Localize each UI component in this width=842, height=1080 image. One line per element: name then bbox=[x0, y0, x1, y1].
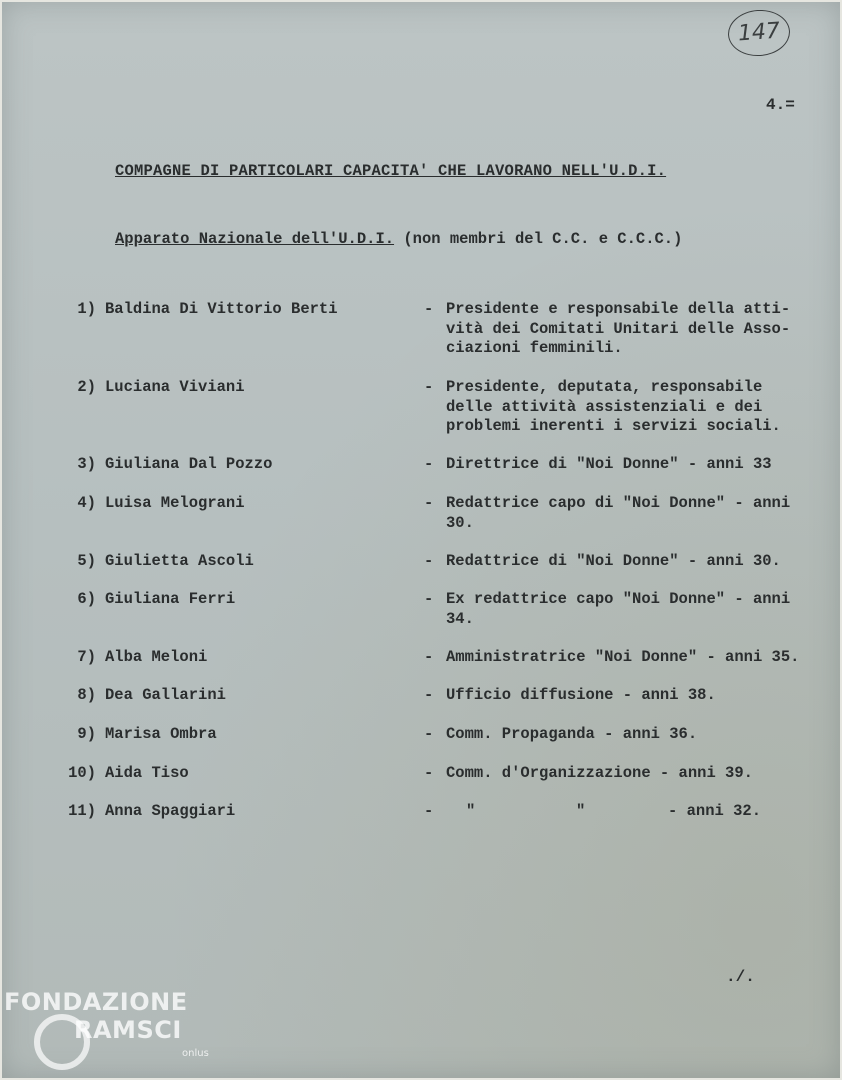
item-number: 1) bbox=[77, 300, 96, 318]
subheading-note: (non membri del C.C. e C.C.C.) bbox=[403, 230, 683, 248]
item-dash: - bbox=[424, 300, 434, 318]
item-dash: - bbox=[424, 590, 434, 608]
item-name: Giuliana Ferri bbox=[105, 590, 236, 608]
item-role: Presidente, deputata, responsabile delle attività assistenziali e dei problemi inerenti i servizi sociali. bbox=[446, 378, 781, 435]
item-dash: - bbox=[424, 552, 434, 570]
item-dash: - bbox=[424, 725, 434, 743]
subheading-underlined: Apparato Nazionale dell'U.D.I. bbox=[115, 230, 395, 248]
item-number: 3) bbox=[77, 455, 96, 473]
item-dash: - bbox=[424, 802, 434, 820]
archive-watermark bbox=[4, 988, 214, 1074]
item-dash: - bbox=[424, 686, 434, 704]
item-role: Redattrice capo di "Noi Donne" - anni 30. bbox=[446, 494, 791, 532]
item-role: Redattrice di "Noi Donne" - anni 30. bbox=[446, 552, 781, 570]
section-subheading bbox=[115, 230, 682, 248]
item-role: Amministratrice "Noi Donne" - anni 35. bbox=[446, 648, 800, 666]
item-number: 6) bbox=[77, 590, 96, 608]
item-age: - anni 32. bbox=[668, 802, 762, 820]
item-role: Comm. d'Organizzazione - anni 39. bbox=[446, 764, 753, 782]
item-name: Aida Tiso bbox=[105, 764, 189, 782]
item-role: Ufficio diffusione - anni 38. bbox=[446, 686, 716, 704]
item-number: 5) bbox=[77, 552, 96, 570]
item-number: 9) bbox=[77, 725, 96, 743]
item-name: Giuliana Dal Pozzo bbox=[105, 455, 273, 473]
item-number: 8) bbox=[77, 686, 96, 704]
item-name: Anna Spaggiari bbox=[105, 802, 236, 820]
archive-page-number: 147 bbox=[726, 8, 791, 58]
item-role: Comm. Propaganda - anni 36. bbox=[446, 725, 698, 743]
watermark-line2: RAMSCI bbox=[74, 1016, 182, 1044]
item-dash: - bbox=[424, 764, 434, 782]
page-number: 4.= bbox=[766, 96, 795, 114]
item-dash: - bbox=[424, 494, 434, 512]
item-role: Direttrice di "Noi Donne" - anni 33 bbox=[446, 455, 772, 473]
item-dash: - bbox=[424, 455, 434, 473]
item-name: Marisa Ombra bbox=[105, 725, 217, 743]
item-role: Ex redattrice capo "Noi Donne" - anni 34. bbox=[446, 590, 791, 628]
ditto-mark: " bbox=[576, 802, 586, 820]
item-name: Giulietta Ascoli bbox=[105, 552, 254, 570]
item-number: 2) bbox=[77, 378, 96, 396]
item-dash: - bbox=[424, 648, 434, 666]
item-role: Presidente e responsabile della atti- vità dei Comitati Unitari delle Asso- ciazioni femminili. bbox=[446, 300, 791, 357]
item-number: 11) bbox=[68, 802, 96, 820]
document-heading: COMPAGNE DI PARTICOLARI CAPACITA' CHE LAVORANO NELL'U.D.I. bbox=[115, 162, 667, 180]
item-name: Alba Meloni bbox=[105, 648, 208, 666]
item-number: 10) bbox=[68, 764, 96, 782]
item-number: 4) bbox=[77, 494, 96, 512]
item-name: Dea Gallarini bbox=[105, 686, 226, 704]
watermark-onlus: onlus bbox=[182, 1048, 209, 1059]
item-number: 7) bbox=[77, 648, 96, 666]
watermark-line1: FONDAZIONE bbox=[4, 988, 188, 1016]
item-name: Luisa Melograni bbox=[105, 494, 245, 512]
continuation-mark: ./. bbox=[726, 968, 755, 986]
ditto-mark: " bbox=[466, 802, 476, 820]
item-dash: - bbox=[424, 378, 434, 396]
item-name: Baldina Di Vittorio Berti bbox=[105, 300, 338, 318]
item-name: Luciana Viviani bbox=[105, 378, 245, 396]
